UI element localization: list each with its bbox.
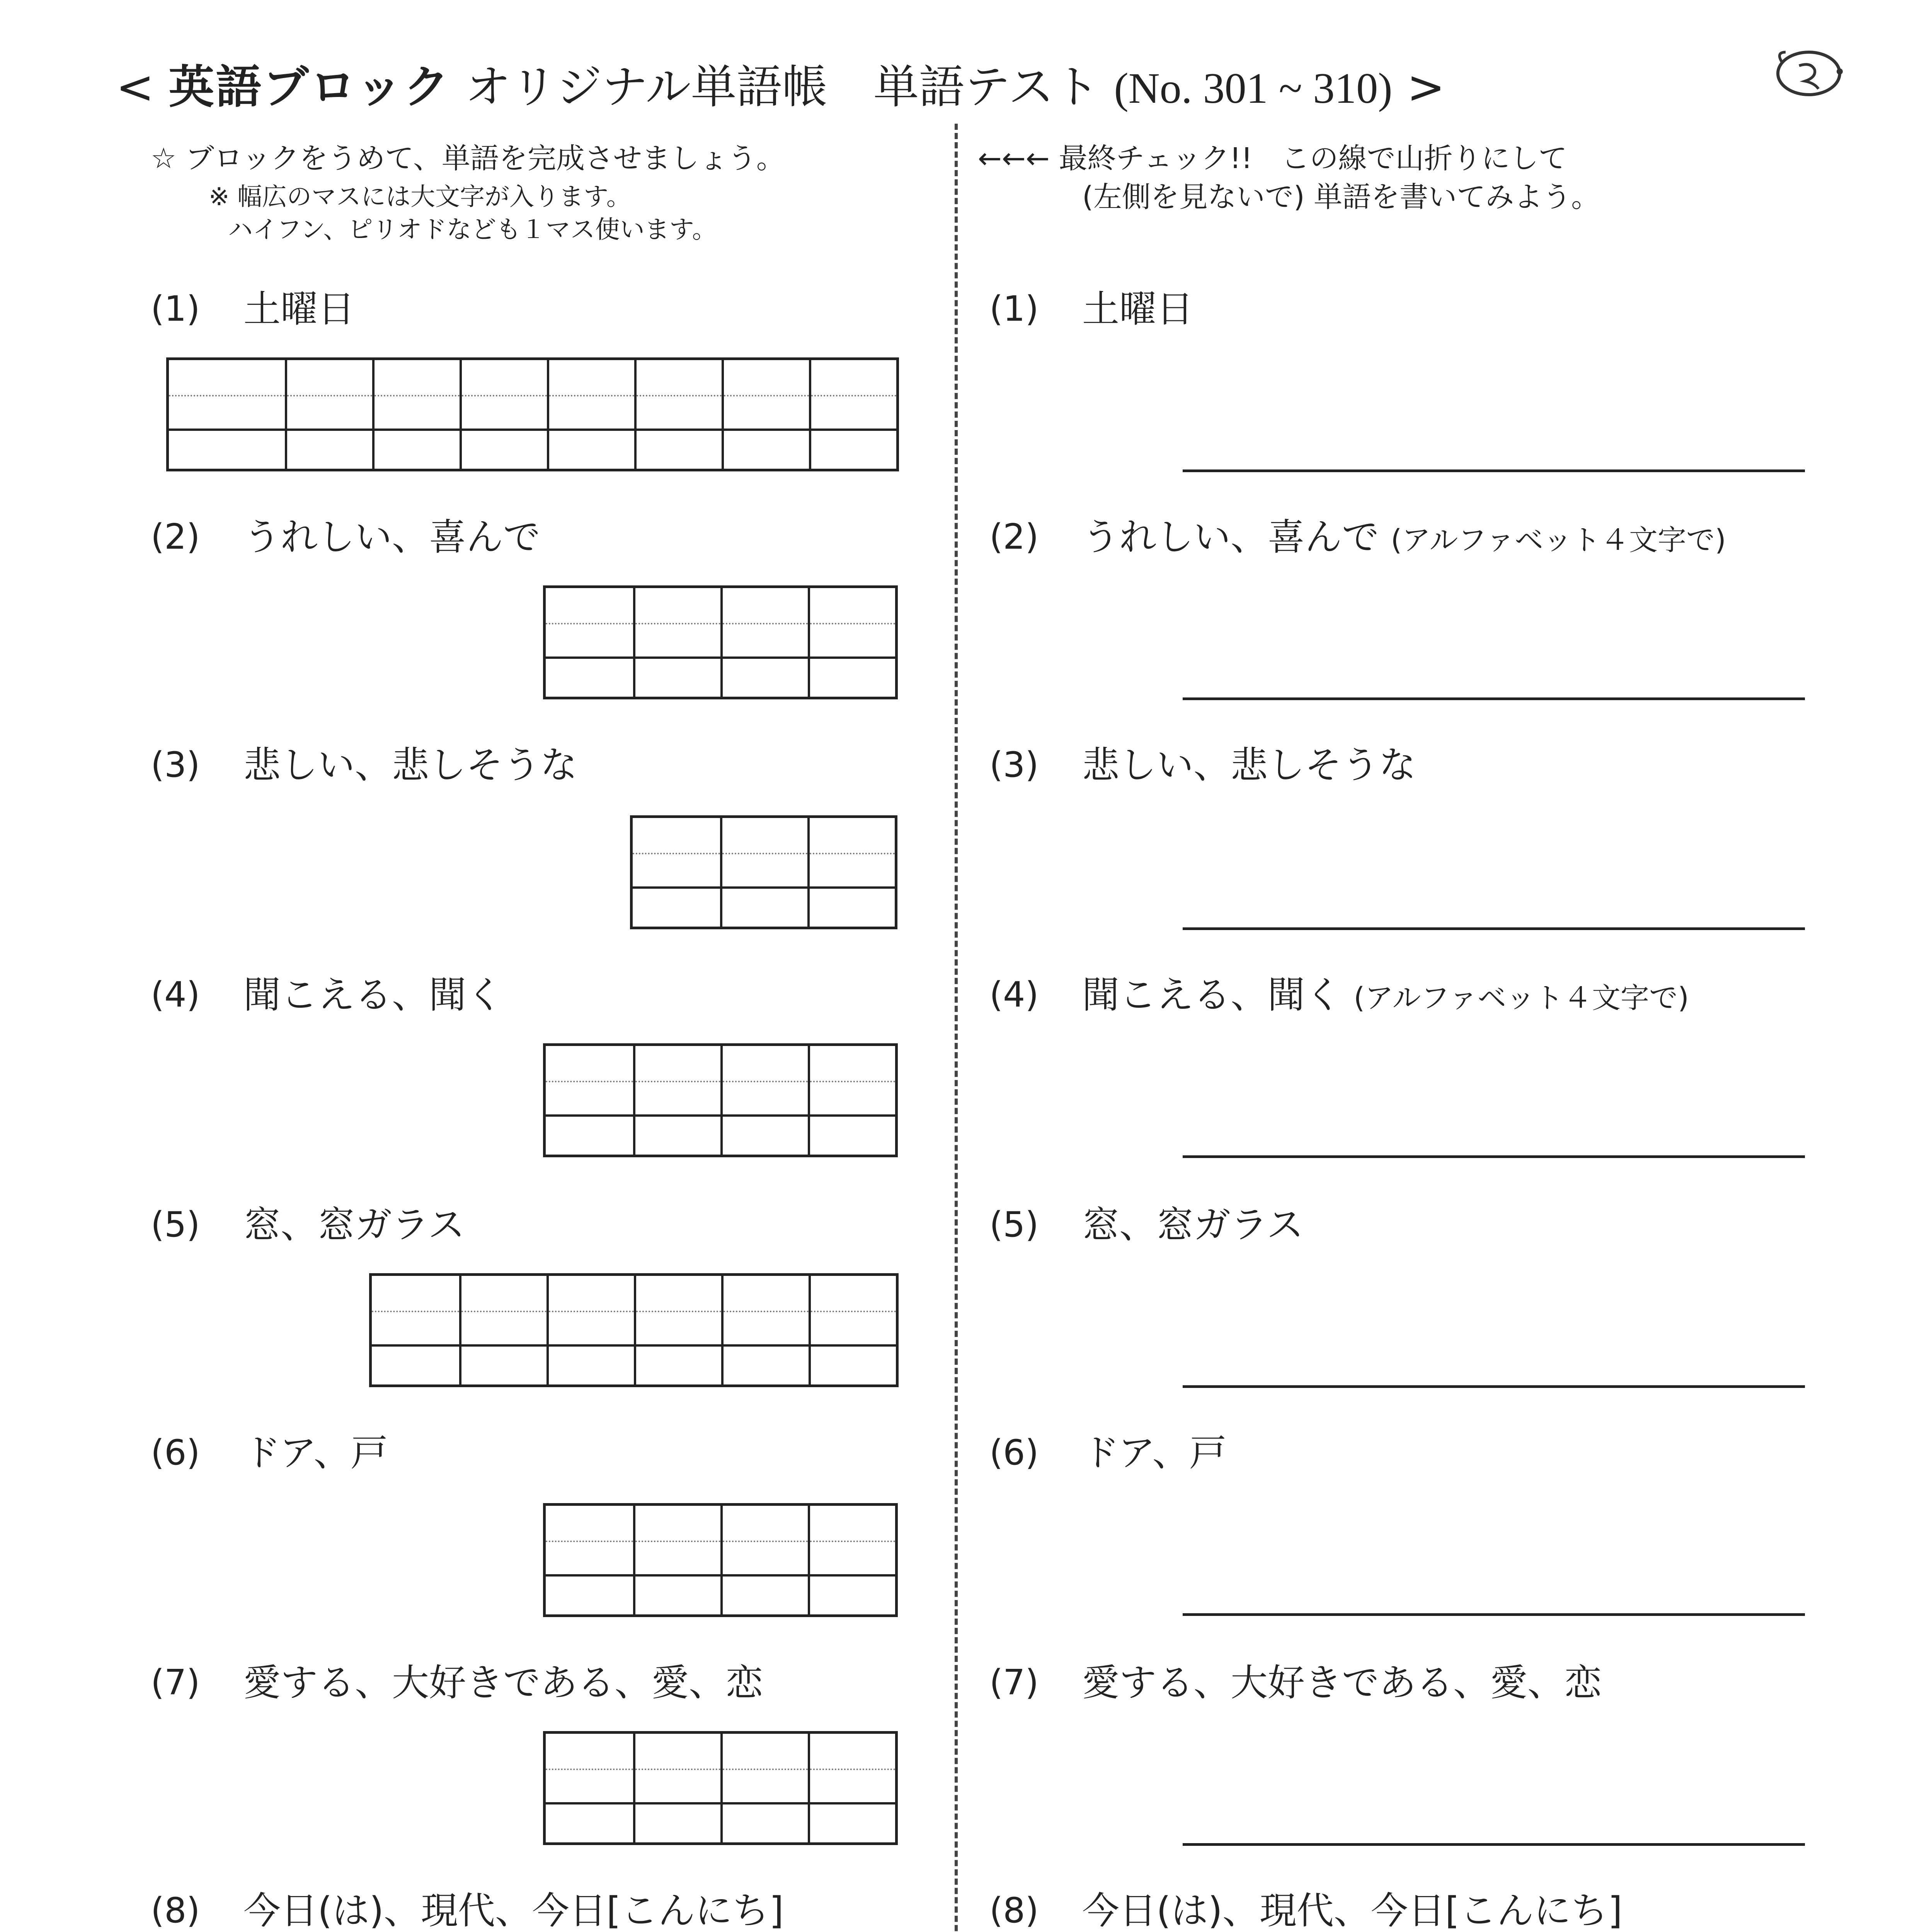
left-q5-num: (5) — [151, 1204, 200, 1245]
left-q8-text: 今日(は)、現代、今日[こんにち] — [243, 1889, 784, 1932]
instruction-left-3: ハイフン、ピリオドなども１マス使います。 — [228, 216, 717, 244]
right-q3-num: (3) — [989, 745, 1039, 785]
grid-cell[interactable] — [722, 360, 809, 469]
page-title — [116, 58, 1445, 117]
left-q2-text: うれしい、喜んで — [243, 515, 540, 559]
right-q4-note: (アルファベット４文字で) — [1353, 981, 1689, 1015]
right-q3-text: 悲しい、悲しそうな — [1082, 743, 1416, 787]
grid-cell[interactable] — [546, 1276, 634, 1384]
left-q1-text: 土曜日 — [243, 287, 355, 331]
brand-logo: 英語ブロック — [169, 60, 451, 114]
left-q7-text: 愛する、大好きである、愛、恋 — [243, 1661, 763, 1704]
right-q6-text: ドア、戸 — [1082, 1431, 1227, 1475]
right-q4-num: (4) — [989, 975, 1039, 1015]
letter-grid-q4[interactable] — [543, 1043, 898, 1157]
right-q8-num: (8) — [989, 1890, 1039, 1931]
right-q2-text — [1082, 514, 1726, 563]
grid-cell[interactable] — [808, 588, 895, 697]
title-lt: < — [116, 60, 154, 114]
grid-cell[interactable] — [634, 1276, 721, 1384]
left-q7-num: (7) — [151, 1662, 200, 1703]
left-q4-text: 聞こえる、聞く — [243, 973, 503, 1017]
left-q6-num: (6) — [151, 1432, 200, 1473]
right-q2-main: うれしい、喜んで — [1082, 515, 1379, 559]
grid-cell[interactable] — [720, 1734, 808, 1842]
mascot-icon — [1770, 46, 1847, 100]
right-q7-num: (7) — [989, 1662, 1039, 1703]
grid-cell[interactable] — [546, 588, 633, 697]
grid-cell[interactable] — [633, 588, 720, 697]
grid-cell[interactable] — [169, 360, 285, 469]
right-q2-num: (2) — [989, 517, 1039, 557]
grid-cell[interactable] — [807, 818, 895, 927]
answer-line-q2[interactable] — [1183, 697, 1805, 700]
grid-cell[interactable] — [459, 1276, 546, 1384]
right-q7-text: 愛する、大好きである、愛、恋 — [1082, 1661, 1602, 1704]
left-q5-text: 窓、窓ガラス — [243, 1203, 465, 1247]
title-gt: > — [1407, 60, 1445, 114]
answer-line-q1[interactable] — [1183, 469, 1805, 472]
grid-cell[interactable] — [809, 360, 896, 469]
grid-cell[interactable] — [633, 1046, 720, 1155]
left-q2-num: (2) — [151, 517, 200, 557]
grid-cell[interactable] — [720, 1046, 808, 1155]
letter-grid-q2[interactable] — [543, 585, 898, 699]
grid-cell[interactable] — [720, 588, 808, 697]
right-q4-text — [1082, 972, 1689, 1021]
letter-grid-q7[interactable] — [543, 1731, 898, 1845]
grid-cell[interactable] — [808, 1506, 895, 1614]
answer-line-q6[interactable] — [1183, 1613, 1805, 1616]
grid-cell[interactable] — [633, 1734, 720, 1842]
title-text: オリジナル単語帳 単語テスト — [465, 60, 1100, 114]
grid-cell[interactable] — [720, 818, 807, 927]
grid-cell[interactable] — [633, 1506, 720, 1614]
grid-cell[interactable] — [721, 1276, 809, 1384]
instruction-right-1: ←←← 最終チェック!! この線で山折りにして — [978, 142, 1567, 175]
grid-cell[interactable] — [546, 1506, 633, 1614]
letter-grid-q5[interactable] — [369, 1273, 899, 1387]
right-q5-num: (5) — [989, 1204, 1039, 1245]
right-q6-num: (6) — [989, 1432, 1039, 1473]
left-q3-text: 悲しい、悲しそうな — [243, 743, 577, 787]
grid-cell[interactable] — [285, 360, 372, 469]
title-range: (No. 301 ~ 310) — [1114, 65, 1393, 112]
grid-cell[interactable] — [547, 360, 634, 469]
left-q1-num: (1) — [151, 289, 200, 329]
grid-cell[interactable] — [808, 1734, 895, 1842]
grid-cell[interactable] — [372, 1276, 459, 1384]
grid-cell[interactable] — [808, 1046, 895, 1155]
left-q3-num: (3) — [151, 745, 200, 785]
instruction-right-2: (左側を見ないで) 単語を書いてみよう。 — [1082, 180, 1600, 214]
instruction-left-1: ☆ ブロックをうめて、単語を完成させましょう。 — [151, 142, 785, 175]
left-q6-text: ドア、戸 — [243, 1431, 388, 1475]
answer-line-q3[interactable] — [1183, 927, 1805, 930]
grid-cell[interactable] — [809, 1276, 896, 1384]
letter-grid-q3[interactable] — [630, 815, 897, 929]
grid-cell[interactable] — [460, 360, 547, 469]
grid-cell[interactable] — [546, 1734, 633, 1842]
left-q8-num: (8) — [151, 1890, 200, 1931]
grid-cell[interactable] — [634, 360, 722, 469]
left-q4-num: (4) — [151, 975, 200, 1015]
grid-cell[interactable] — [720, 1506, 808, 1614]
letter-grid-q6[interactable] — [543, 1503, 898, 1617]
right-q5-text: 窓、窓ガラス — [1082, 1203, 1304, 1247]
letter-grid-q1[interactable] — [166, 357, 899, 471]
right-q8-text: 今日(は)、現代、今日[こんにち] — [1082, 1889, 1622, 1932]
fold-line — [955, 124, 958, 1932]
grid-cell[interactable] — [372, 360, 460, 469]
grid-cell[interactable] — [546, 1046, 633, 1155]
right-q1-num: (1) — [989, 289, 1039, 329]
answer-line-q7[interactable] — [1183, 1843, 1805, 1846]
answer-line-q5[interactable] — [1183, 1385, 1805, 1388]
right-q2-note: (アルファベット４文字で) — [1391, 524, 1726, 557]
answer-line-q4[interactable] — [1183, 1155, 1805, 1158]
grid-cell[interactable] — [633, 818, 720, 927]
right-q1-text: 土曜日 — [1082, 287, 1193, 331]
instruction-left-2: ※ 幅広のマスには大文字が入ります。 — [209, 183, 631, 211]
right-q4-main: 聞こえる、聞く — [1082, 973, 1342, 1017]
